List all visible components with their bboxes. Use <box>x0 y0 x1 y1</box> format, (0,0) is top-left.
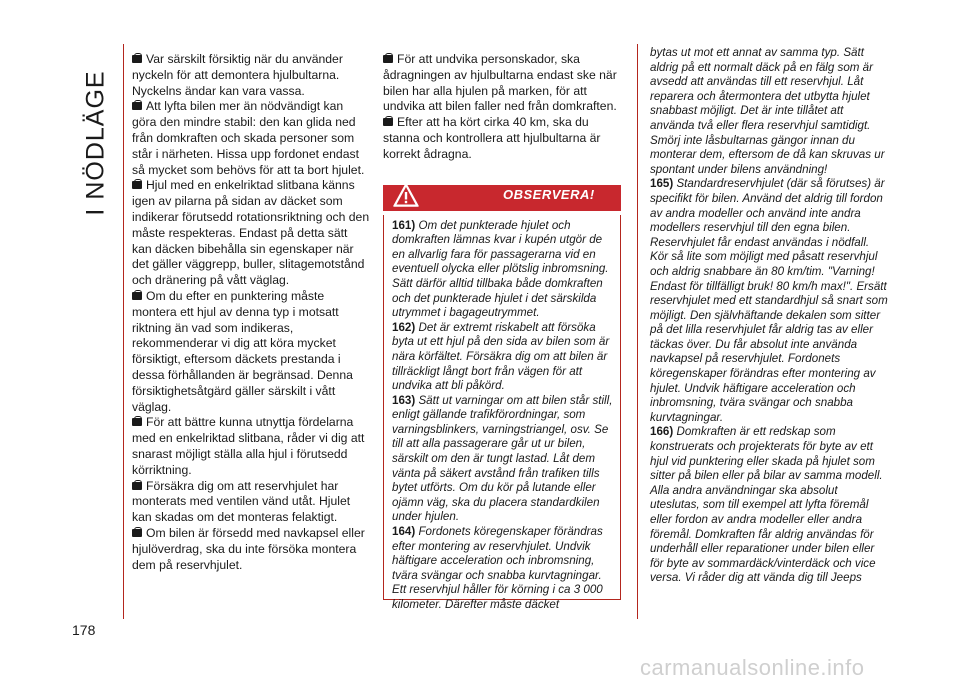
note-item: 164) Fordonets köregenskaper förändras efter montering av reservhjulet. Undvik häftigare acceleration och inbromsning, tvära svängar och snabba kurvtagningar. Ett reservhjul håller för körning i ca 3 000 kilometer. Därefter måste däcket <box>392 525 603 612</box>
column-3 <box>650 46 888 586</box>
column-1 <box>132 52 370 573</box>
car-bullet-icon <box>383 55 393 63</box>
note-item: 161) Om det punkterade hjulet och domkraften lämnas kvar i kupén utgör de en allvarlig fara för passagerarna vid en eventuell olycka eller plötslig inbromsning. Sätt därför alltid tillbaka både domkraften och det punkterade hjulet i det särskilda utrymmet i bagageutrymmet. <box>392 218 609 320</box>
paragraph: Efter att ha kört cirka 40 km, ska du stanna och kontrollera att hjulbultarna är korrekt ådragna. <box>383 115 601 161</box>
column-2 <box>383 52 621 612</box>
note-item: 165) Standardreservhjulet (där så förutses) är specifikt för bilen. Använd det aldrig till fordon av andra modeller och använd inte andra modellers reservhjul till den egna bilen. Reservhjulet får endast användas i nödfall. Kör så lite som möjligt med påsatt reservhjul och aldrig snabbare än 80 km/tim. "Varning! Endast för tillfälligt bruk! 80 km/h max!". Ersätt reservhjulet med ett standardhjul så snart som möjligt. Den självhäftande dekalen som sitter på det lilla reservhjulet får aldrig tas av eller täckas över. Du får absolut inte använda navkapsel på reservhjulet. Fordonets köregenskaper förändras efter montering av hjulet. Undvik häftigare acceleration och inbromsning, tvära svängar och snabba kurvtagningar. <box>650 177 888 424</box>
note-item: 166) Domkraften är ett redskap som konstruerats och projekterats för byte av ett hjul vid punktering eller skada på hjulet som sitter på bilen eller på bilar av samma modell. Alla andra användningar ska absolut uteslutas, som till exempel att lyfta föremål eller fordon av andra modeller eller andra föremål. Domkraften får aldrig användas för underhåll eller reparationer under bilen eller för byte av sommardäck/vinterdäck och vice versa. Vi råder dig att vända dig till Jeeps <box>650 425 883 585</box>
warning-header <box>383 185 621 215</box>
paragraph: Hjul med en enkelriktad slitbana känns igen av pilarna på sidan av däcket som indikerar förutsedd rotationsriktning och den måste respekteras. Endast på detta sätt kan däcken bibehålla sin egenskaper när det gäller väggrepp, buller, slitagemotstånd och dränering på vått väglag. <box>132 178 370 288</box>
paragraph: Var särskilt försiktig när du använder nyckeln för att demontera hjulbultarna. Nyckelns ändar kan vara vassa. <box>132 52 343 98</box>
car-bullet-icon <box>132 529 142 537</box>
chapter-title-text: I NÖDLÄGE <box>81 70 110 216</box>
left-divider <box>123 44 124 619</box>
note-item: 162) Det är extremt riskabelt att försöka byta ut ett hjul på den sida av bilen som är nära körfältet. Försäkra dig om att bilen är tillräckligt långt bort från vägen för att undvika att bli påkörd. <box>392 320 610 393</box>
paragraph: Försäkra dig om att reservhjulet har monterats med ventilen vänd utåt. Hjulet kan skadas om det monteras felaktigt. <box>132 478 351 525</box>
car-bullet-icon <box>132 55 142 63</box>
car-bullet-icon <box>132 418 142 426</box>
car-bullet-icon <box>132 482 142 490</box>
paragraph: För att undvika personskador, ska ådragningen av hjulbultarna endast ske när bilen har alla hjulen på marken, för att undvika att bilen faller ned från domkraften. <box>383 52 617 114</box>
warning-box <box>383 215 621 612</box>
watermark: carmanualsonline.info <box>640 655 865 680</box>
car-bullet-icon <box>132 102 142 110</box>
paragraph: Om du efter en punktering måste montera ett hjul av denna typ i motsatt riktning än vad som indikeras, rekommenderar vi dig att köra mycket försiktigt, eftersom däckets prestanda i dessa förhållanden är begränsad. Denna försiktighetsåtgärd gäller särskilt i vått väglag. <box>132 288 353 414</box>
note-item: 163) Sätt ut varningar om att bilen står still, enligt gällande trafikförordningar, som varningsblinkers, varningstriangel, osv. Se till att alla passagerare går ut ur bilen, särskilt om den är tungt lastad. Låt dem vänta på säkert avstånd från trafiken tills bytet utförts. Om du kör på lutande eller ojämn väg, ska du placera standardkilen under hjulen. <box>392 393 613 524</box>
warning-triangle-icon <box>393 183 419 207</box>
paragraph: Om bilen är försedd med navkapsel eller hjulöverdrag, ska du inte försöka montera dem på reservhjulet. <box>132 525 365 572</box>
paragraph: Att lyfta bilen mer än nödvändigt kan göra den mindre stabil: den kan glida ned från domkraften och skada personer som står i närheten. Hissa upp fordonet endast så mycket som behövs för att ta bort hjulet. <box>132 99 365 177</box>
note-continuation: bytas ut mot ett annat av samma typ. Sätt aldrig på ett normalt däck på en fälg som är avsedd att användas till ett reservhjul. Låt reparera och återmontera det utbytta hjulet snabbast möjligt. Det är inte tillåtet att använda två eller flera reservhjul samtidigt. Smörj inte låsbultarnas gängor innan du monterar dem, eftersom de då kan skruvas ur spontant under bilens användning! <box>650 46 885 176</box>
paragraph: För att bättre kunna utnyttja fördelarna med en enkelriktad slitbana, råder vi dig att snarast möjligt ställa alla hjul i förutsedd körriktning. <box>132 415 365 477</box>
car-bullet-icon <box>132 292 142 300</box>
car-bullet-icon <box>132 181 142 189</box>
page-number: 178 <box>72 622 96 638</box>
warning-title: OBSERVERA! <box>503 186 595 202</box>
right-divider <box>637 44 638 619</box>
car-bullet-icon <box>383 118 393 126</box>
chapter-title <box>76 48 116 238</box>
